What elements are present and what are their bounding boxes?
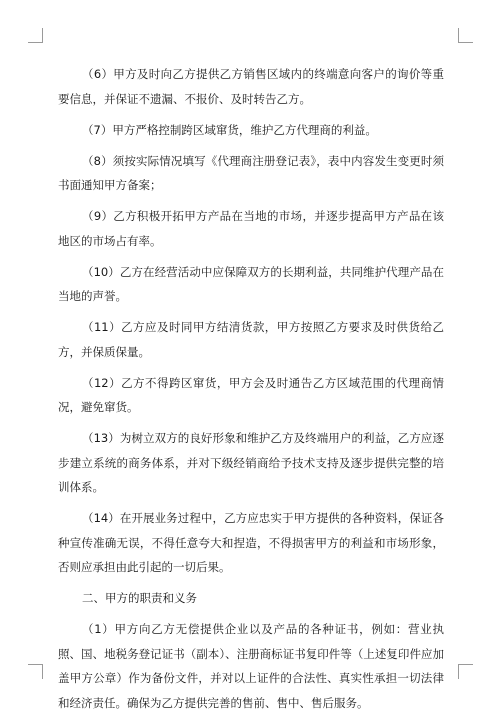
section-clause-1: （1）甲方向乙方无偿提供企业以及产品的各种证书，例如：营业执照、国、地税务登记证书（副本）、注册商标证书复印件等（上述复印件应加盖甲方公章）作为备份文件，并对以上证件的合法性、真实性承担一切法律和经济责任。确保为乙方提供完善的售前、售中、售后服务。 bbox=[58, 622, 444, 710]
document-body bbox=[58, 62, 444, 722]
crop-mark-bottom-right bbox=[458, 664, 473, 679]
crop-mark-top-left bbox=[28, 28, 43, 43]
clause-8: （8）须按实际情况填写《代理商注册登记表》，表中内容发生变更时须书面通知甲方备案； bbox=[58, 153, 444, 192]
clause-6: （6）甲方及时向乙方提供乙方销售区域内的终端意向客户的询价等重要信息，并保证不遗漏、不报价、及时转告乙方。 bbox=[58, 67, 444, 106]
section-heading: 二、甲方的职责和义务 bbox=[82, 591, 197, 605]
clause-7: （7）甲方严格控制跨区域窜货，维护乙方代理商的利益。 bbox=[82, 122, 377, 137]
crop-mark-bottom-left bbox=[28, 664, 43, 679]
clause-9: （9）乙方积极开拓甲方产品在当地的市场，并逐步提高甲方产品在该地区的市场占有率。 bbox=[58, 209, 444, 248]
clause-11: （11）乙方应及时同甲方结清货款，甲方按照乙方要求及时供货给乙方，并保质保量。 bbox=[58, 320, 444, 359]
clause-13: （13）为树立双方的良好形象和维护乙方及终端用户的利益，乙方应逐步建立系统的商务体系，并对下级经销商给予技术支持及逐步提供完整的培训体系。 bbox=[58, 431, 444, 494]
clause-14: （14）在开展业务过程中，乙方应忠实于甲方提供的各种资料，保证各种宣传准确无误，不得任意夸大和捏造，不得损害甲方的利益和市场形象，否则应承担由此引起的一切后果。 bbox=[58, 511, 444, 574]
clause-12: （12）乙方不得跨区窜货，甲方会及时通告乙方区域范围的代理商情况，避免窜货。 bbox=[58, 375, 444, 414]
clause-10: （10）乙方在经营活动中应保障双方的长期利益，共同维护代理产品在当地的声誉。 bbox=[58, 264, 444, 303]
crop-mark-top-right bbox=[458, 28, 473, 43]
